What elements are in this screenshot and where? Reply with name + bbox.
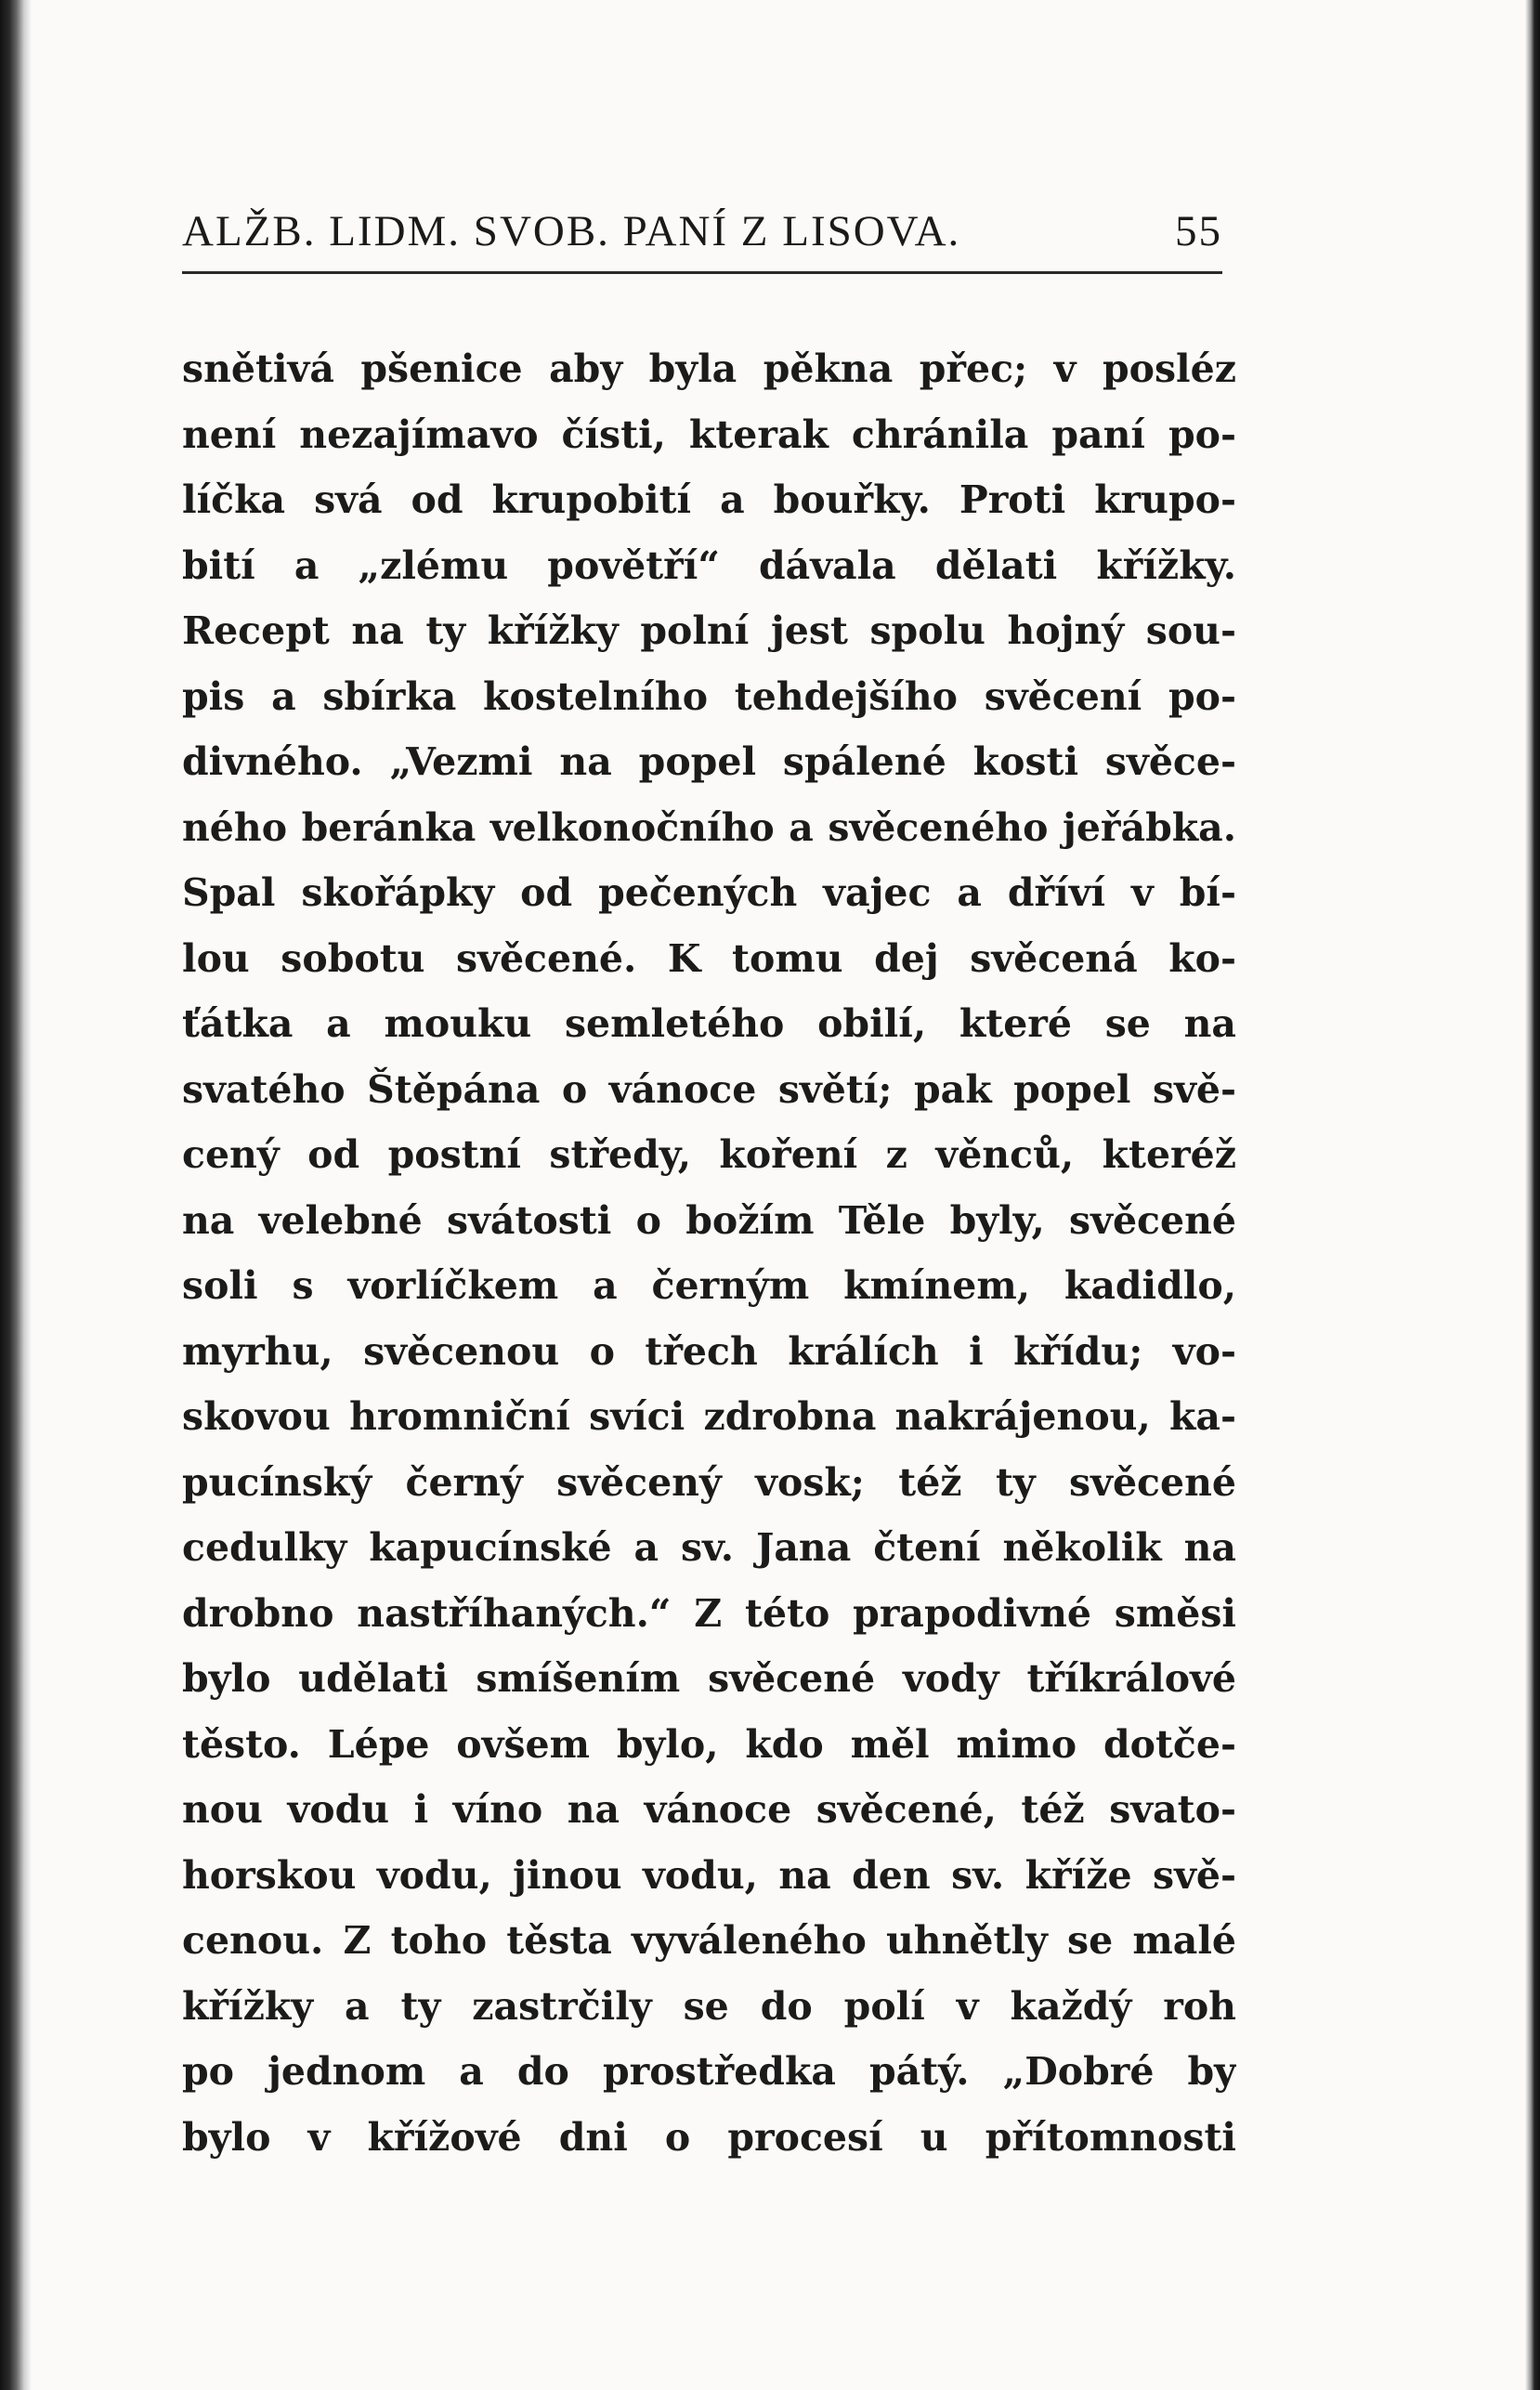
text-line: myrhu, svěcenou o třech králích i křídu; vo- (182, 1328, 1236, 1374)
text-line: cený od postní středy, koření z věnců, kteréž (182, 1132, 1236, 1177)
text-line: drobno nastříhaných.“ Z této prapodivné směsi (182, 1590, 1236, 1636)
running-head: ALŽB. LIDM. SVOB. PANÍ Z LISOVA. (182, 207, 961, 255)
page-number: 55 (1175, 207, 1222, 255)
text-line: bylo udělati smíšením svěcené vody tříkrálové (182, 1656, 1236, 1701)
text-line: divného. „Vezmi na popel spálené kosti svěce- (182, 739, 1236, 784)
text-line: ťátka a mouku semletého obilí, které se na (182, 1001, 1236, 1046)
text-line: horskou vodu, jinou vodu, na den sv. kříže svě- (182, 1852, 1236, 1898)
text-line: nou vodu i víno na vánoce svěcené, též svato- (182, 1787, 1236, 1832)
text-line: cenou. Z toho těsta vyváleného uhnětly se malé (182, 1918, 1236, 1963)
text-line: Recept na ty křížky polní jest spolu hojný sou- (182, 608, 1236, 653)
text-line: křížky a ty zastrčily se do polí v každý roh (182, 1983, 1236, 2029)
body-text (182, 336, 1236, 2170)
text-line: bití a „zlému povětří“ dávala dělati křížky. (182, 542, 1236, 588)
text-line: pucínský černý svěcený vosk; též ty svěcené (182, 1459, 1236, 1505)
text-line: na velebné svátosti o božím Těle byly, svěcené (182, 1197, 1236, 1243)
header-rule (182, 271, 1222, 274)
text-line: bylo v křížové dni o procesí u přítomnosti (182, 2114, 1236, 2160)
page-header (182, 206, 1222, 262)
text-line: lou sobotu svěcené. K tomu dej svěcená ko- (182, 935, 1236, 981)
text-line: líčka svá od krupobití a bouřky. Proti krupo- (182, 477, 1236, 522)
text-line: ného beránka velkonočního a svěceného jeřábka. (182, 804, 1236, 850)
text-line: cedulky kapucínské a sv. Jana čtení několik na (182, 1525, 1236, 1570)
binding-edge-left (0, 0, 32, 2390)
text-line: soli s vorlíčkem a černým kmínem, kadidlo, (182, 1263, 1236, 1308)
text-line: po jednom a do prostředka pátý. „Dobré by (182, 2049, 1236, 2094)
text-line: Spal skořápky od pečených vajec a dříví v bí- (182, 870, 1236, 915)
text-line: není nezajímavo čísti, kterak chránila paní po- (182, 411, 1236, 457)
text-line: snětivá pšenice aby byla pěkna přec; v posléz (182, 346, 1236, 391)
text-line: svatého Štěpána o vánoce světí; pak popel svě- (182, 1066, 1236, 1112)
text-line: skovou hromniční svíci zdrobna nakrájenou, ka- (182, 1394, 1236, 1439)
page-edge-right (1525, 0, 1540, 2390)
text-line: těsto. Lépe ovšem bylo, kdo měl mimo dotče- (182, 1721, 1236, 1767)
text-line: pis a sbírka kostelního tehdejšího svěcení po- (182, 673, 1236, 719)
